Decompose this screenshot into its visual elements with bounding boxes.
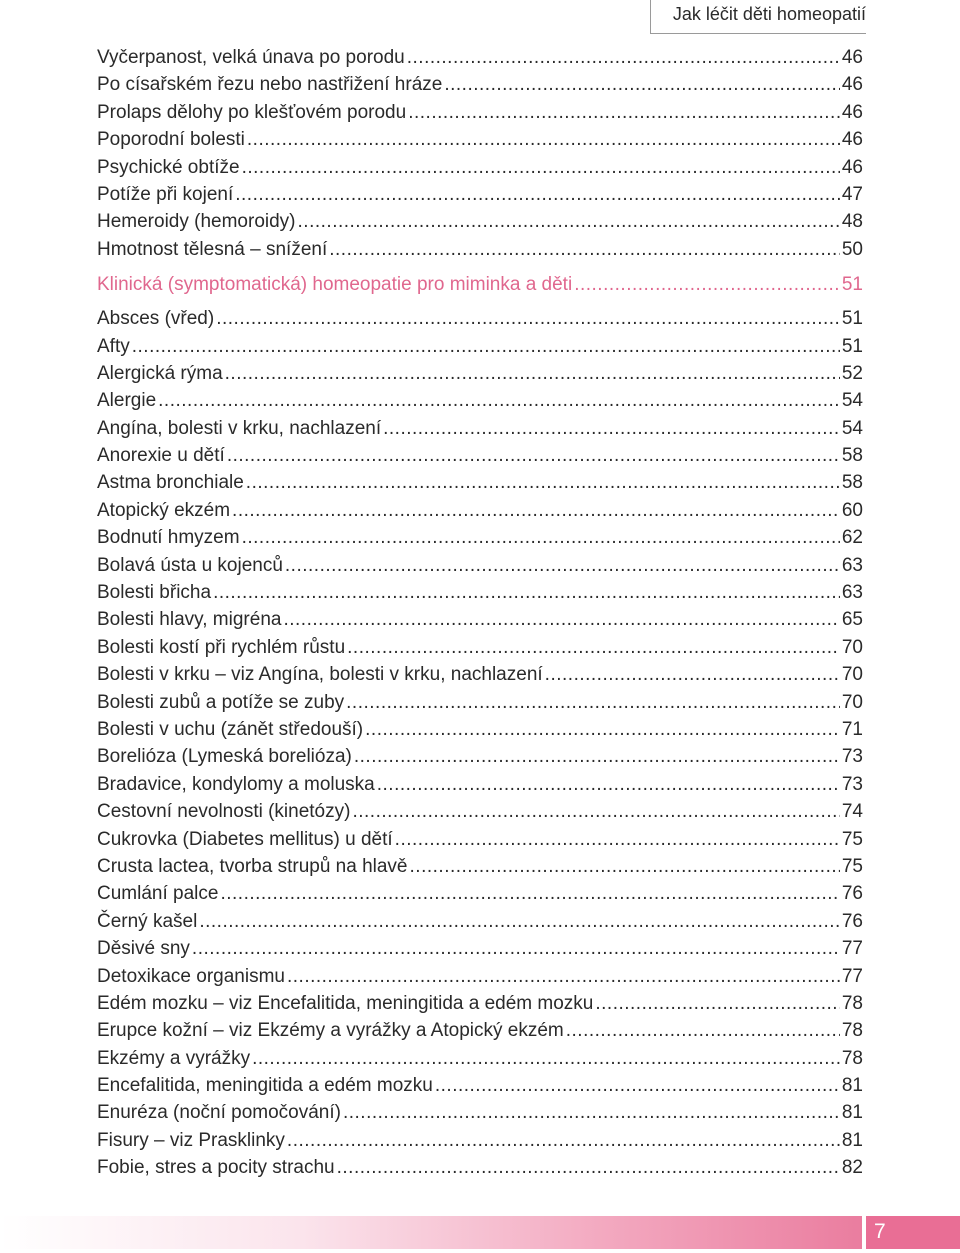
toc-entry [97, 1154, 863, 1181]
toc-dot-leader [408, 99, 840, 126]
toc-entry [97, 935, 863, 962]
toc-dot-leader [410, 853, 840, 880]
toc-entry-title: Prolaps dělohy po klešťovém porodu [97, 101, 407, 123]
toc-entry-title: Bolavá ústa u kojenců [97, 554, 283, 576]
toc-dot-leader [285, 552, 840, 579]
toc-entry-title: Psychické obtíže [97, 156, 240, 178]
toc-entry-page: 48 [841, 211, 863, 233]
toc-entry-title: Vyčerpanost, velká únava po porodu [97, 47, 405, 68]
toc-entry [97, 44, 863, 71]
toc-dot-leader [365, 716, 840, 743]
toc-entry-title: Cukrovka (Diabetes mellitus) u dětí [97, 828, 393, 850]
toc-entry-title: Alergie [97, 390, 157, 412]
toc-entry-page: 54 [841, 390, 863, 412]
toc-entry [97, 1072, 863, 1099]
toc-dot-leader [354, 743, 840, 770]
running-title: Jak léčit děti homeopatií [672, 4, 866, 24]
toc-dot-leader [298, 208, 840, 235]
toc-dot-leader [132, 333, 840, 360]
toc-entry-title: Cestovní nevolnosti (kinetózy) [97, 801, 351, 823]
toc-entry [97, 826, 863, 853]
toc-entry-page: 63 [841, 582, 863, 604]
toc-entry-title: Cumlání palce [97, 883, 219, 905]
toc-entry [97, 798, 863, 825]
toc-section-heading [97, 267, 863, 303]
toc-entry-page: 77 [841, 938, 863, 960]
toc-dot-leader [595, 990, 840, 1017]
toc-dot-leader [216, 305, 840, 332]
toc-entry [97, 689, 863, 716]
toc-entry-page: 78 [841, 1047, 863, 1069]
toc-entry-page: 47 [841, 183, 863, 205]
toc-entry-title: Fisury – viz Prasklinky [97, 1129, 285, 1151]
toc-entry [97, 716, 863, 743]
toc-entry [97, 1045, 863, 1072]
toc-dot-leader [199, 908, 840, 935]
toc-entry-title: Astma bronchiale [97, 472, 244, 494]
table-of-contents [97, 44, 863, 1182]
toc-entry-page: 46 [841, 74, 863, 96]
toc-entry-page: 74 [841, 801, 863, 823]
toc-entry-page: 52 [841, 362, 863, 384]
toc-entry-title: Crusta lactea, tvorba strupů na hlavě [97, 855, 408, 877]
toc-entry [97, 990, 863, 1017]
toc-entry-title: Erupce kožní – viz Ekzémy a vyrážky a Atopický ekzém [97, 1020, 564, 1042]
toc-dot-leader [192, 935, 840, 962]
toc-entry-title: Angína, bolesti v krku, nachlazení [97, 417, 382, 439]
toc-entry-page: 50 [841, 238, 863, 260]
toc-entry [97, 963, 863, 990]
toc-entry [97, 71, 863, 98]
toc-entry [97, 661, 863, 688]
toc-entry-title: Ekzémy a vyrážky [97, 1047, 251, 1069]
toc-entry-page: 77 [841, 965, 863, 987]
toc-dot-leader [407, 44, 840, 71]
toc-entry [97, 99, 863, 126]
toc-entry-title: Detoxikace organismu [97, 965, 285, 987]
page-number-box [866, 1216, 960, 1249]
toc-dot-leader [232, 497, 840, 524]
toc-dot-leader [287, 963, 840, 990]
toc-dot-leader [545, 661, 840, 688]
toc-entry [97, 908, 863, 935]
toc-entry [97, 743, 863, 770]
toc-entry [97, 333, 863, 360]
toc-entry-page: 58 [841, 472, 863, 494]
toc-entry [97, 771, 863, 798]
toc-entry-page: 76 [841, 910, 863, 932]
toc-dot-leader [283, 606, 839, 633]
toc-entry-page: 73 [841, 773, 863, 795]
toc-entry-page: 76 [841, 883, 863, 905]
toc-dot-leader [227, 442, 840, 469]
toc-entry-page: 62 [841, 527, 863, 549]
toc-entry-title: Děsivé sny [97, 938, 190, 960]
toc-dot-leader [242, 524, 840, 551]
toc-entry-page: 71 [841, 718, 863, 740]
toc-entry-title: Bolesti břicha [97, 582, 212, 604]
toc-entry [97, 524, 863, 551]
toc-entry-title: Hmotnost tělesná – snížení [97, 238, 328, 260]
toc-entry-title: Černý kašel [97, 910, 198, 932]
toc-entry-page: 51 [841, 308, 863, 330]
toc-entry [97, 442, 863, 469]
toc-dot-leader [252, 1045, 840, 1072]
toc-entry-page: 46 [841, 47, 863, 68]
toc-entry-title: Afty [97, 335, 130, 357]
toc-entry [97, 634, 863, 661]
toc-dot-leader [395, 826, 840, 853]
toc-entry-title: Po císařském řezu nebo nastřižení hráze [97, 74, 443, 96]
toc-entry-page: 70 [841, 664, 863, 686]
toc-entry-page: 70 [841, 636, 863, 658]
toc-entry-page: 75 [841, 855, 863, 877]
toc-dot-leader [347, 634, 840, 661]
toc-entry-page: 46 [841, 156, 863, 178]
toc-entry-page: 46 [841, 129, 863, 151]
toc-entry-page: 60 [841, 499, 863, 521]
toc-dot-leader [225, 360, 840, 387]
toc-entry-title: Enuréza (noční pomočování) [97, 1102, 341, 1124]
toc-entry-title: Bradavice, kondylomy a moluska [97, 773, 375, 795]
toc-entry-page: 78 [841, 992, 863, 1014]
toc-entry-title: Poporodní bolesti [97, 129, 245, 151]
toc-entry-page: 78 [841, 1020, 863, 1042]
toc-entry [97, 853, 863, 880]
toc-dot-leader [246, 469, 840, 496]
toc-entry-title: Bolesti hlavy, migréna [97, 609, 282, 631]
toc-entry-title: Bolesti zubů a potíže se zuby [97, 691, 345, 713]
footer-gradient-band [0, 1216, 862, 1249]
toc-entry-title: Fobie, stres a pocity strachu [97, 1157, 335, 1179]
toc-entry-title: Klinická (symptomatická) homeopatie pro miminka a děti [97, 274, 573, 296]
toc-entry [97, 579, 863, 606]
toc-entry-page: 82 [841, 1157, 863, 1179]
toc-entry-page: 81 [841, 1129, 863, 1151]
toc-entry [97, 880, 863, 907]
toc-entry-page: 51 [841, 274, 863, 296]
toc-entry-page: 63 [841, 554, 863, 576]
toc-dot-leader [247, 126, 840, 153]
toc-entry [97, 1127, 863, 1154]
toc-entry [97, 1099, 863, 1126]
toc-dot-leader [444, 71, 840, 98]
toc-entry-title: Bolesti v krku – viz Angína, bolesti v krku, nachlazení [97, 664, 543, 686]
toc-entry-page: 58 [841, 445, 863, 467]
toc-entry-title: Absces (vřed) [97, 308, 215, 330]
toc-entry-title: Anorexie u dětí [97, 445, 225, 467]
toc-dot-leader [343, 1099, 840, 1126]
toc-dot-leader [566, 1017, 840, 1044]
toc-entry-page: 73 [841, 746, 863, 768]
toc-entry [97, 208, 863, 235]
toc-entry-title: Bodnutí hmyzem [97, 527, 240, 549]
toc-dot-leader [435, 1072, 840, 1099]
toc-entry-page: 81 [841, 1102, 863, 1124]
toc-dot-leader [352, 798, 839, 825]
toc-dot-leader [220, 880, 839, 907]
toc-dot-leader [329, 236, 840, 263]
toc-entry-page: 54 [841, 417, 863, 439]
toc-entry [97, 305, 863, 332]
toc-entry [97, 497, 863, 524]
toc-entry-title: Atopický ekzém [97, 499, 231, 521]
toc-entry-title: Bolesti kostí při rychlém růstu [97, 636, 346, 658]
toc-entry [97, 469, 863, 496]
toc-entry-page: 75 [841, 828, 863, 850]
toc-dot-leader [235, 181, 840, 208]
toc-entry [97, 236, 863, 263]
toc-dot-leader [242, 154, 840, 181]
toc-entry-title: Borelióza (Lymeská borelióza) [97, 746, 352, 768]
toc-dot-leader [377, 771, 840, 798]
running-header [650, 0, 866, 34]
toc-entry-title: Alergická rýma [97, 362, 223, 384]
toc-dot-leader [346, 689, 840, 716]
toc-entry-page: 81 [841, 1075, 863, 1097]
toc-entry [97, 1017, 863, 1044]
toc-entry-page: 51 [841, 335, 863, 357]
toc-entry [97, 606, 863, 633]
toc-entry-page: 46 [841, 101, 863, 123]
toc-entry-title: Bolesti v uchu (zánět středouší) [97, 718, 364, 740]
toc-entry-title: Hemeroidy (hemoroidy) [97, 211, 296, 233]
toc-entry-title: Encefalitida, meningitida a edém mozku [97, 1075, 433, 1097]
toc-dot-leader [287, 1127, 840, 1154]
toc-entry [97, 181, 863, 208]
page-number: 7 [874, 1220, 886, 1243]
toc-entry-page: 65 [841, 609, 863, 631]
toc-entry [97, 552, 863, 579]
toc-entry [97, 415, 863, 442]
toc-dot-leader [383, 415, 840, 442]
toc-entry [97, 387, 863, 414]
toc-entry-title: Potíže při kojení [97, 183, 234, 205]
toc-entry-page: 70 [841, 691, 863, 713]
toc-entry [97, 154, 863, 181]
toc-dot-leader [337, 1154, 840, 1181]
toc-dot-leader [574, 267, 840, 303]
toc-dot-leader [213, 579, 840, 606]
toc-entry-title: Edém mozku – viz Encefalitida, meningitida a edém mozku [97, 992, 594, 1014]
toc-entry [97, 360, 863, 387]
toc-entry [97, 126, 863, 153]
toc-dot-leader [158, 387, 840, 414]
